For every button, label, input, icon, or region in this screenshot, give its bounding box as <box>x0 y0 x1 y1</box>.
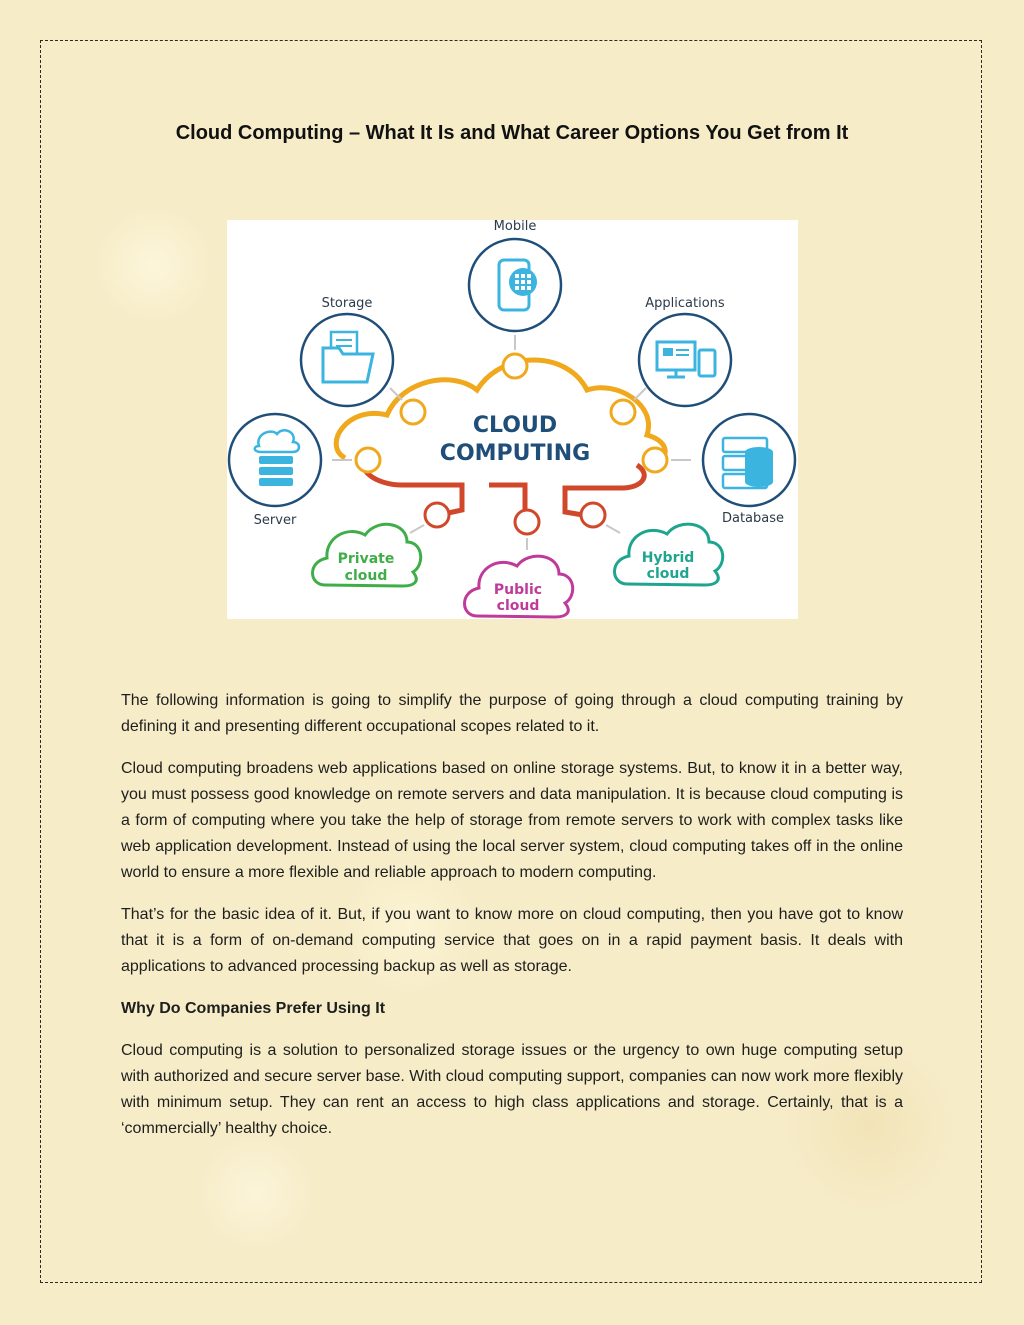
joint-applications <box>611 400 635 424</box>
joint-database <box>643 448 667 472</box>
hybrid-cloud-label-2: cloud <box>646 566 690 582</box>
node-label-database: Database <box>721 511 785 526</box>
diagram-svg <box>227 220 798 619</box>
node-label-server: Server <box>253 513 297 528</box>
cloud-connector-hybrid <box>565 465 644 515</box>
private-cloud-label-2: cloud <box>344 568 388 584</box>
node-label-mobile: Mobile <box>493 220 537 234</box>
cloud-computing-diagram <box>227 220 798 619</box>
joint-private <box>425 503 449 527</box>
joint-storage <box>401 400 425 424</box>
public-cloud-label-1: Public <box>493 582 543 598</box>
diagram-center-label-2: COMPUTING <box>439 441 591 466</box>
joint-hybrid <box>581 503 605 527</box>
joint-mobile <box>503 354 527 378</box>
section-heading: Why Do Companies Prefer Using It <box>121 1000 386 1017</box>
cloud-connector-public <box>489 485 525 512</box>
paragraph-basic-idea: That’s for the basic idea of it. But, if you want to know more on cloud computing, then you have got to know that it is a form of on-demand computing service that goes on in a rapid payment basis. It deals with applications to advanced processing backup as well as storage. <box>121 906 903 975</box>
document-title: Cloud Computing – What It Is and What Career Options You Get from It <box>175 122 849 144</box>
paragraph-companies: Cloud computing is a solution to personalized storage issues or the urgency to own huge computing setup with authorized and secure server base. With cloud computing support, companies can now work more flexibly with minimum setup. They can rent an access to high class applications and storage. Certainly, that is a ‘commercially’ healthy choice. <box>121 1042 903 1137</box>
node-label-applications: Applications <box>645 296 725 311</box>
public-cloud-label-2: cloud <box>496 598 540 614</box>
joint-server <box>356 448 380 472</box>
joint-circles-bottom <box>425 503 605 534</box>
node-ring-applications <box>639 314 731 406</box>
diagram-center-label-1: CLOUD <box>472 413 558 438</box>
joint-public <box>515 510 539 534</box>
paragraph-intro: The following information is going to simplify the purpose of going through a cloud computing training by defining it and presenting different occupational scopes related to it. <box>121 692 903 735</box>
article-body <box>121 688 903 1158</box>
private-cloud-label-1: Private <box>337 551 395 567</box>
hybrid-cloud-label-1: Hybrid <box>641 550 695 566</box>
paragraph-definition: Cloud computing broadens web applications based on online storage systems. But, to know it in a better way, you must possess good knowledge on remote servers and data manipulation. It is because cloud computing is a form of computing where you take the help of storage from remote servers to work with complex tasks like web application development. Instead of using the local server system, cloud computing takes off in the online world to ensure a more flexible and reliable approach to modern computing. <box>121 760 903 881</box>
node-label-storage: Storage <box>321 296 373 311</box>
